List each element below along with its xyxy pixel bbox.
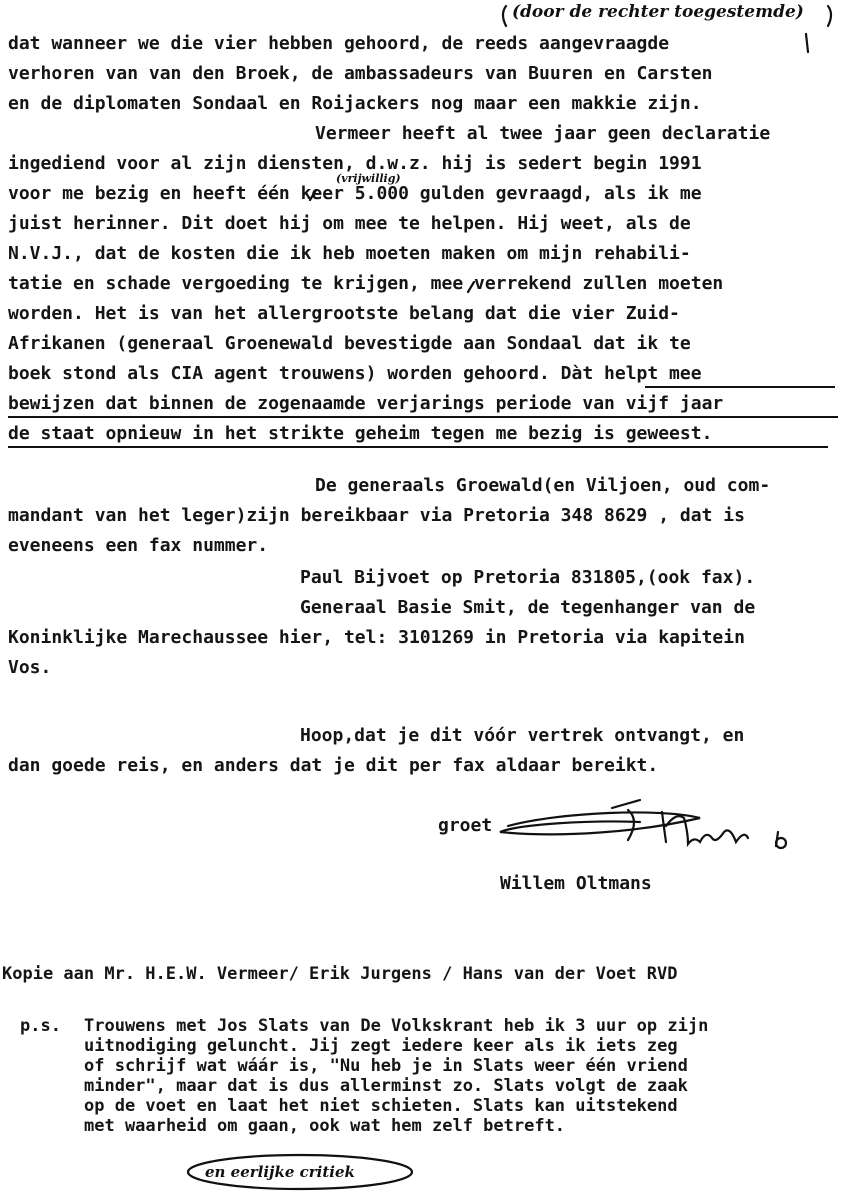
signature-icon — [500, 812, 700, 834]
signer-name: Willem Oltmans — [500, 873, 652, 894]
body-line: Afrikanen (generaal Groenewald bevestigde aan Sondaal dat ik te — [8, 333, 691, 354]
body-line: ingediend voor al zijn diensten, d.w.z. hij is sedert begin 1991 — [8, 153, 702, 174]
body-line: boek stond als CIA agent trouwens) worden gehoord. Dàt helpt mee — [8, 363, 702, 384]
body-line: Hoop,dat je dit vóór vertrek ontvangt, en — [300, 725, 745, 746]
closing-greeting: groet — [438, 815, 493, 836]
ps-line: met waarheid om gaan, ook wat hem zelf betreft. — [84, 1116, 566, 1136]
body-line: juist herinner. Dit doet hij om mee te helpen. Hij weet, als de — [8, 213, 691, 234]
body-line: Generaal Basie Smit, de tegenhanger van de — [300, 597, 756, 618]
body-line: N.V.J., dat de kosten die ik heb moeten maken om mijn rehabili- — [8, 243, 691, 264]
body-line: Paul Bijvoet op Pretoria 831805,(ook fax). — [300, 567, 756, 588]
handwritten-insert-note: (vrijwillig) — [336, 172, 401, 185]
body-line: dat wanneer we die vier hebben gehoord, de reeds aangevraagde — [8, 33, 670, 54]
ps-line: Trouwens met Jos Slats van De Volkskrant heb ik 3 uur op zijn — [84, 1016, 709, 1036]
body-line: De generaals Groewald(en Viljoen, oud com- — [315, 475, 771, 496]
ps-line: op de voet en laat het niet schieten. Slats kan uitstekend — [84, 1096, 678, 1116]
body-line: en de diplomaten Sondaal en Roijackers nog maar een makkie zijn. — [8, 93, 702, 114]
handwritten-bottom-note: en eerlijke critiek — [205, 1163, 355, 1181]
body-line: dan goede reis, en anders dat je dit per fax aldaar bereikt. — [8, 755, 659, 776]
ps-label: p.s. — [20, 1016, 61, 1036]
ps-line: minder", maar dat is dus allerminst zo. Slats volgt de zaak — [84, 1076, 688, 1096]
body-line: mandant van het leger)zijn bereikbaar via Pretoria 348 8629 , dat is — [8, 505, 745, 526]
body-line: voor me bezig en heeft één keer 5.000 gulden gevraagd, als ik me — [8, 183, 702, 204]
ps-line: uitnodiging geluncht. Jij zegt iedere keer als ik iets zeg — [84, 1036, 678, 1056]
body-line: Koninklijke Marechaussee hier, tel: 3101269 in Pretoria via kapitein — [8, 627, 745, 648]
body-line: bewijzen dat binnen de zogenaamde verjarings periode van vijf jaar — [8, 393, 724, 414]
body-line: worden. Het is van het allergrootste belang dat die vier Zuid- — [8, 303, 680, 324]
ps-line: of schrijf wat wáár is, "Nu heb je in Slats weer één vriend — [84, 1056, 688, 1076]
body-line: Vos. — [8, 657, 52, 678]
copy-recipients: Kopie aan Mr. H.E.W. Vermeer/ Erik Jurgens / Hans van der Voet RVD — [2, 964, 678, 984]
handwritten-top-note: (door de rechter toegestemde) — [512, 2, 804, 22]
body-line: tatie en schade vergoeding te krijgen, mee verrekend zullen moeten — [8, 273, 724, 294]
body-line: Vermeer heeft al twee jaar geen declaratie — [315, 123, 771, 144]
body-line: verhoren van van den Broek, de ambassadeurs van Buuren en Carsten — [8, 63, 713, 84]
body-line: eveneens een fax nummer. — [8, 535, 269, 556]
body-line: de staat opnieuw in het strikte geheim tegen me bezig is geweest. — [8, 423, 713, 444]
